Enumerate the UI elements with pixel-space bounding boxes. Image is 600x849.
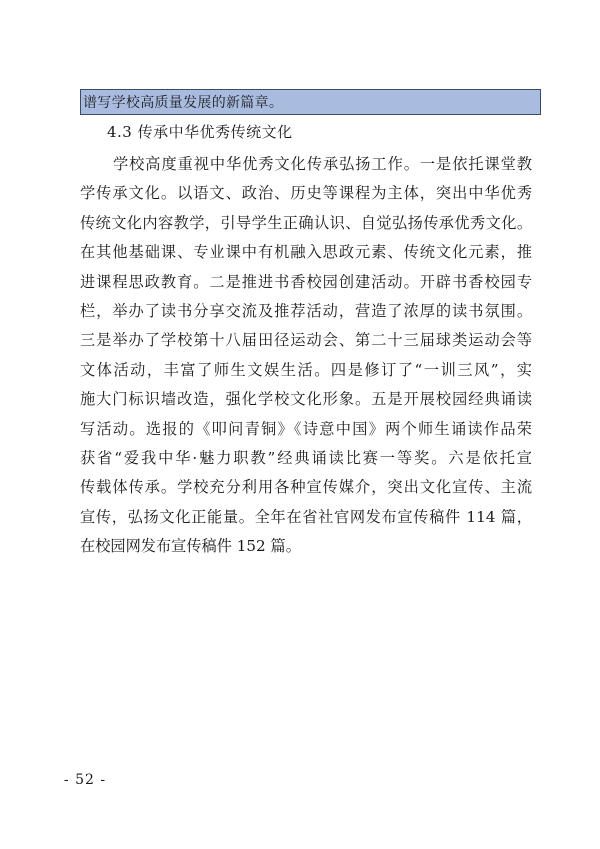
paragraph-line: 进课程思政教育。二是推进书香校园创建活动。开辟书香校园专: [80, 272, 532, 291]
paragraph-line: 学传承文化。以语文、政治、历史等课程为主体，突出中华优秀: [80, 184, 532, 203]
paragraph-line: 写活动。选报的《叩问青铜》《诗意中国》两个师生诵读作品荣: [80, 419, 532, 438]
paragraph-line: 在校园网发布宣传稿件 152 篇。: [80, 537, 301, 556]
paragraph-line: 获省“爱我中华·魅力职教”经典诵读比赛一等奖。六是依托宣: [80, 448, 532, 467]
paragraph-line: 传统文化内容教学，引导学生正确认识、自觉弘扬传承优秀文化。: [80, 213, 532, 232]
highlighted-text-box: [80, 89, 541, 115]
paragraph-line: 施大门标识墙改造，强化学校文化形象。五是开展校园经典诵读: [80, 390, 532, 409]
paragraph-line: 文体活动，丰富了师生文娱生活。四是修订了“一训三风”，实: [80, 360, 532, 379]
paragraph-line: 栏，举办了读书分享交流及推荐活动，营造了浓厚的读书氛围。: [80, 301, 532, 320]
section-heading: 4.3 传承中华优秀传统文化: [107, 123, 293, 141]
body-paragraph: [80, 150, 532, 561]
highlighted-text: 谱写学校高质量发展的新篇章。: [83, 95, 284, 111]
paragraph-line: 学校高度重视中华优秀文化传承弘扬工作。一是依托课堂教: [113, 155, 532, 173]
paragraph-line: 在其他基础课、专业课中有机融入思政元素、传统文化元素，推: [80, 243, 532, 262]
paragraph-line: 宣传，弘扬文化正能量。全年在省社官网发布宣传稿件 114 篇，: [80, 507, 532, 526]
paragraph-line: 传载体传承。学校充分利用各种宣传媒介，突出文化宣传、主流: [80, 478, 532, 497]
page-number: - 52 -: [63, 772, 107, 788]
paragraph-line: 三是举办了学校第十八届田径运动会、第二十三届球类运动会等: [80, 331, 532, 350]
